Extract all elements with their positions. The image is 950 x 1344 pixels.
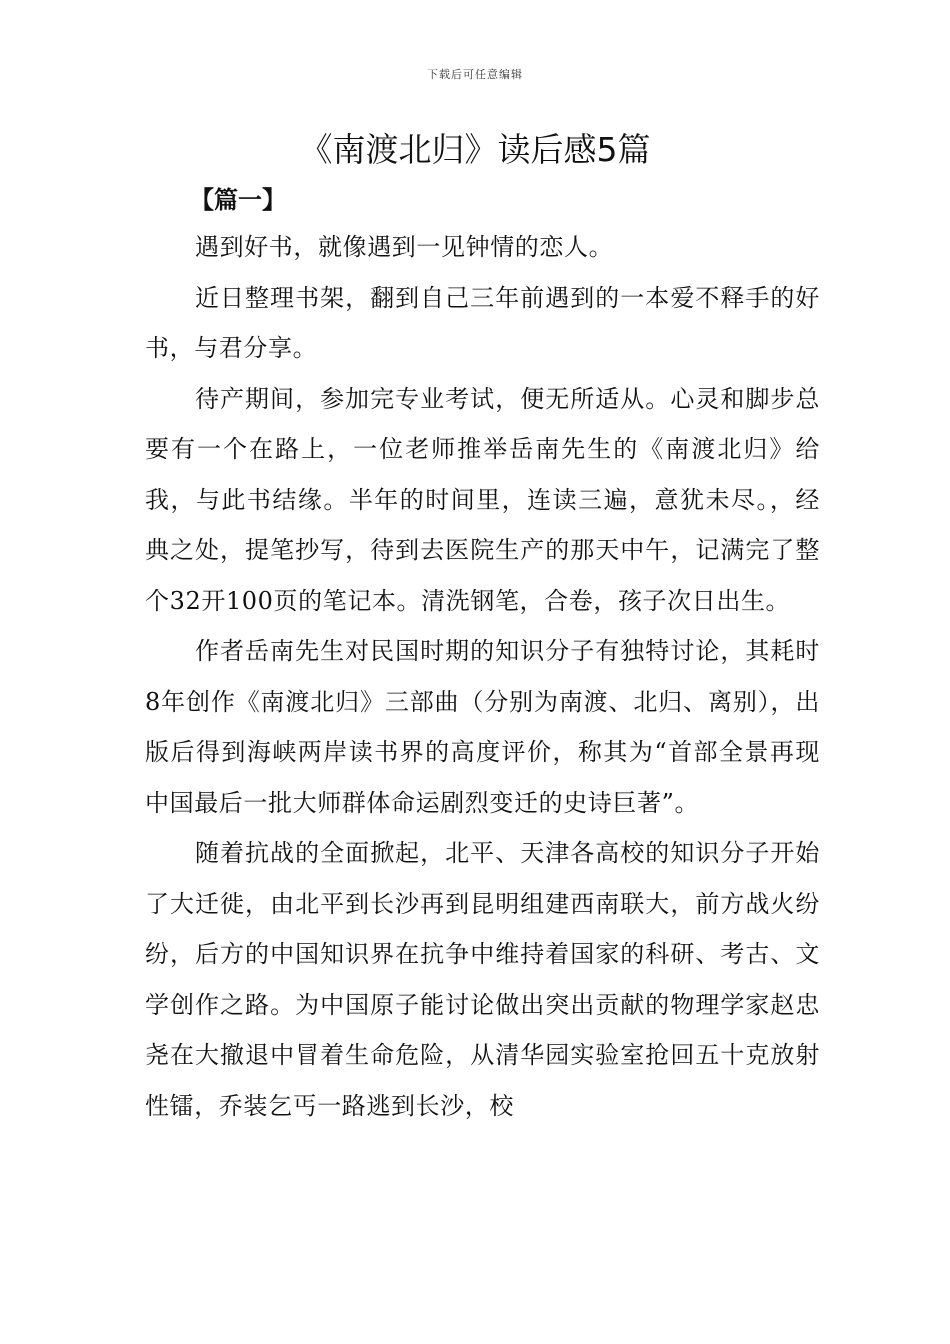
- paragraph-4: 作者岳南先生对民国时期的知识分子有独特讨论，其耗时8年创作《南渡北归》三部曲（分别为南渡、北归、离别），出版后得到海峡两岸读书界的高度评价，称其为“首部全景再现中国最后一批大师群体命运剧烈变迁的史诗巨著”。: [145, 637, 820, 817]
- paragraph-1: 遇到好书，就像遇到一见钟情的恋人。: [195, 233, 614, 261]
- body-text: [145, 222, 820, 1131]
- document-title: 《南渡北归》读后感5篇: [299, 130, 651, 169]
- header-note: 下载后可任意编辑: [427, 68, 523, 81]
- paragraph-5: 随着抗战的全面掀起，北平、天津各高校的知识分子开始了大迁徙，由北平到长沙再到昆明组建西南联大，前方战火纷纷，后方的中国知识界在抗争中维持着国家的科研、考古、文学创作之路。为中国原子能讨论做出突出贡献的物理学家赵忠尧在大撤退中冒着生命危险，从清华园实验室抢回五十克放射性镭，乔装乞丐一路逃到长沙，校: [145, 839, 820, 1120]
- paragraph-3: 待产期间，参加完专业考试，便无所适从。心灵和脚步总要有一个在路上，一位老师推举岳南先生的《南渡北归》给我，与此书结缘。半年的时间里，连读三遍，意犹未尽。，经典之处，提笔抄写，待到去医院生产的那天中午，记满完了整个32开100页的笔记本。清洗钢笔，合卷，孩子次日出生。: [145, 384, 820, 615]
- paragraph-2: 近日整理书架，翻到自己三年前遇到的一本爱不释手的好书，与君分享。: [145, 283, 820, 362]
- section-label: 【篇一】: [190, 186, 286, 214]
